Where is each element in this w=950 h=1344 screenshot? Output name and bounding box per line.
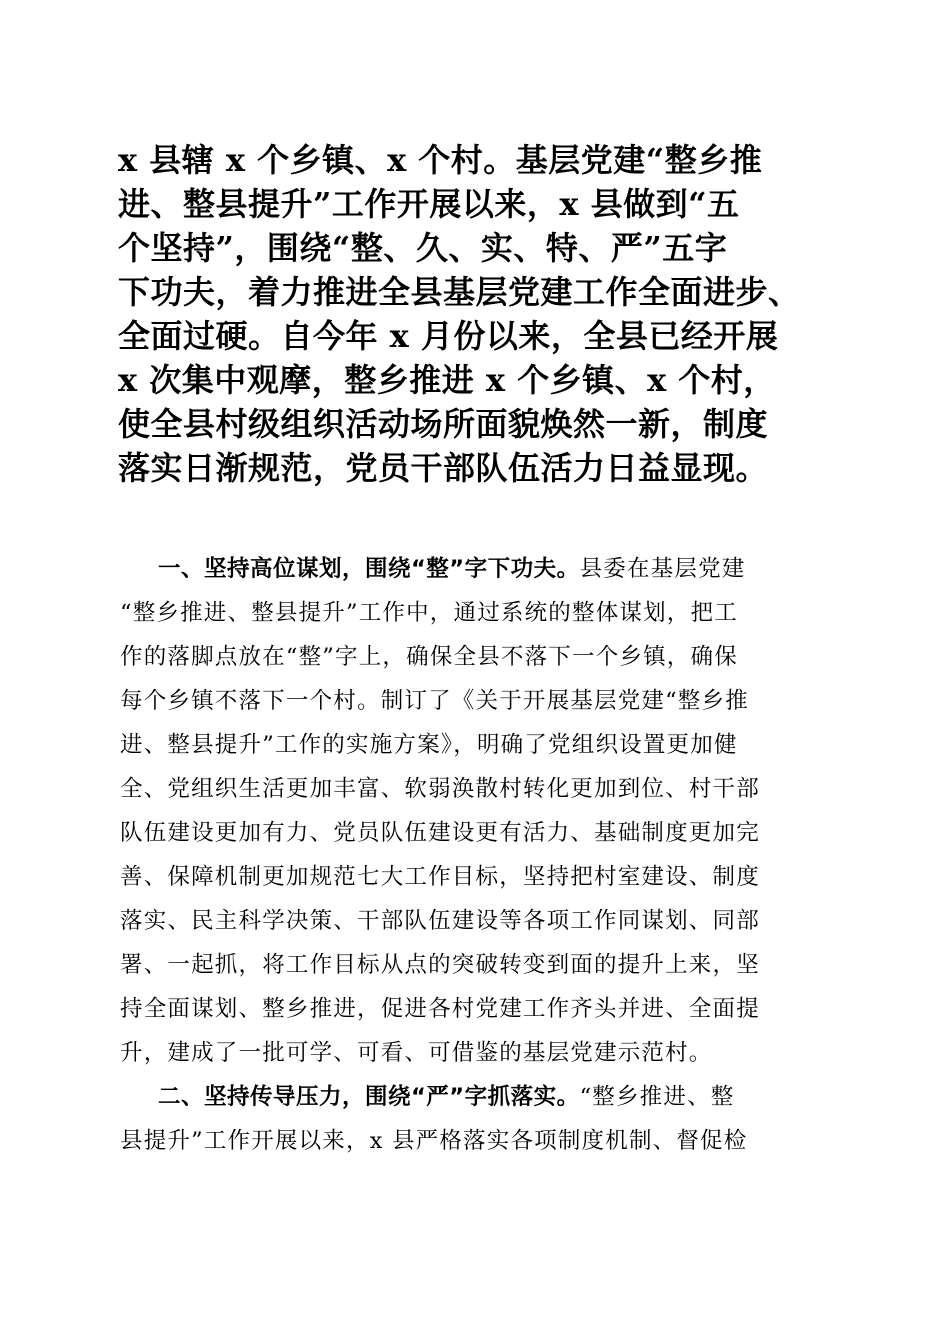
section-1-heading: 一、坚持高位谋划，围绕“整”字下功夫。: [158, 556, 580, 582]
intro-line: 使全县村级组织活动场所面貌焕然一新，制度: [118, 405, 769, 443]
body-line: 落实、民主科学决策、干部队伍建设等各项工作同谋划、同部: [120, 908, 760, 934]
section-2-paragraph: [120, 1075, 832, 1163]
section-1-first-line: [120, 547, 832, 591]
intro-line: 下功夫，着力推进全县基层党建工作全面进步、: [118, 273, 801, 311]
intro-line: 全面过硬。自今年 x 月份以来，全县已经开展: [118, 317, 779, 355]
body-line: 全、党组织生活更加丰富、软弱涣散村转化更加到位、村干部: [120, 776, 760, 802]
intro-line: 进、整县提升”工作开展以来，x 县做到“五: [118, 185, 740, 223]
body-line: 进、整县提升”工作的实施方案》，明确了党组织设置更加健: [120, 732, 738, 758]
body-line: 善、保障机制更加规范七大工作目标，坚持把村室建设、制度: [120, 864, 760, 890]
intro-line: x 县辖 x 个乡镇、x 个村。基层党建“整乡推: [118, 141, 763, 179]
section-1-first-line-rest: 县委在基层党建: [579, 556, 746, 582]
intro-paragraph: [118, 138, 838, 490]
body-line: “整乡推进、整县提升”工作中，通过系统的整体谋划，把工: [120, 600, 738, 626]
body-line: 作的落脚点放在“整”字上，确保全县不落下一个乡镇，确保: [120, 644, 738, 670]
body-line: 队伍建设更加有力、党员队伍建设更有活力、基础制度更加完: [120, 820, 760, 846]
body-text: [120, 547, 832, 1163]
intro-line: 个坚持”，围绕“整、久、实、特、严”五字: [118, 229, 728, 267]
section-2-heading: 二、坚持传导压力，围绕“严”字抓落实。: [158, 1084, 580, 1110]
intro-line: 落实日渐规范，党员干部队伍活力日益显现。: [118, 449, 769, 487]
section-2-first-line: [120, 1075, 832, 1119]
body-line: 升，建成了一批可学、可看、可借鉴的基层党建示范村。: [120, 1040, 713, 1066]
body-line: 县提升”工作开展以来，x 县严格落实各项制度机制、督促检: [120, 1128, 748, 1154]
section-2-first-line-rest: “整乡推进、整: [579, 1084, 735, 1110]
body-line: 持全面谋划、整乡推进，促进各村党建工作齐头并进、全面提: [120, 996, 760, 1022]
body-line: 署、一起抓，将工作目标从点的突破转变到面的提升上来，坚: [120, 952, 760, 978]
section-1-paragraph: [120, 547, 832, 1075]
body-line: 每个乡镇不落下一个村。制订了《关于开展基层党建“整乡推: [120, 688, 749, 714]
intro-line: x 次集中观摩，整乡推进 x 个乡镇、x 个村，: [118, 361, 776, 399]
